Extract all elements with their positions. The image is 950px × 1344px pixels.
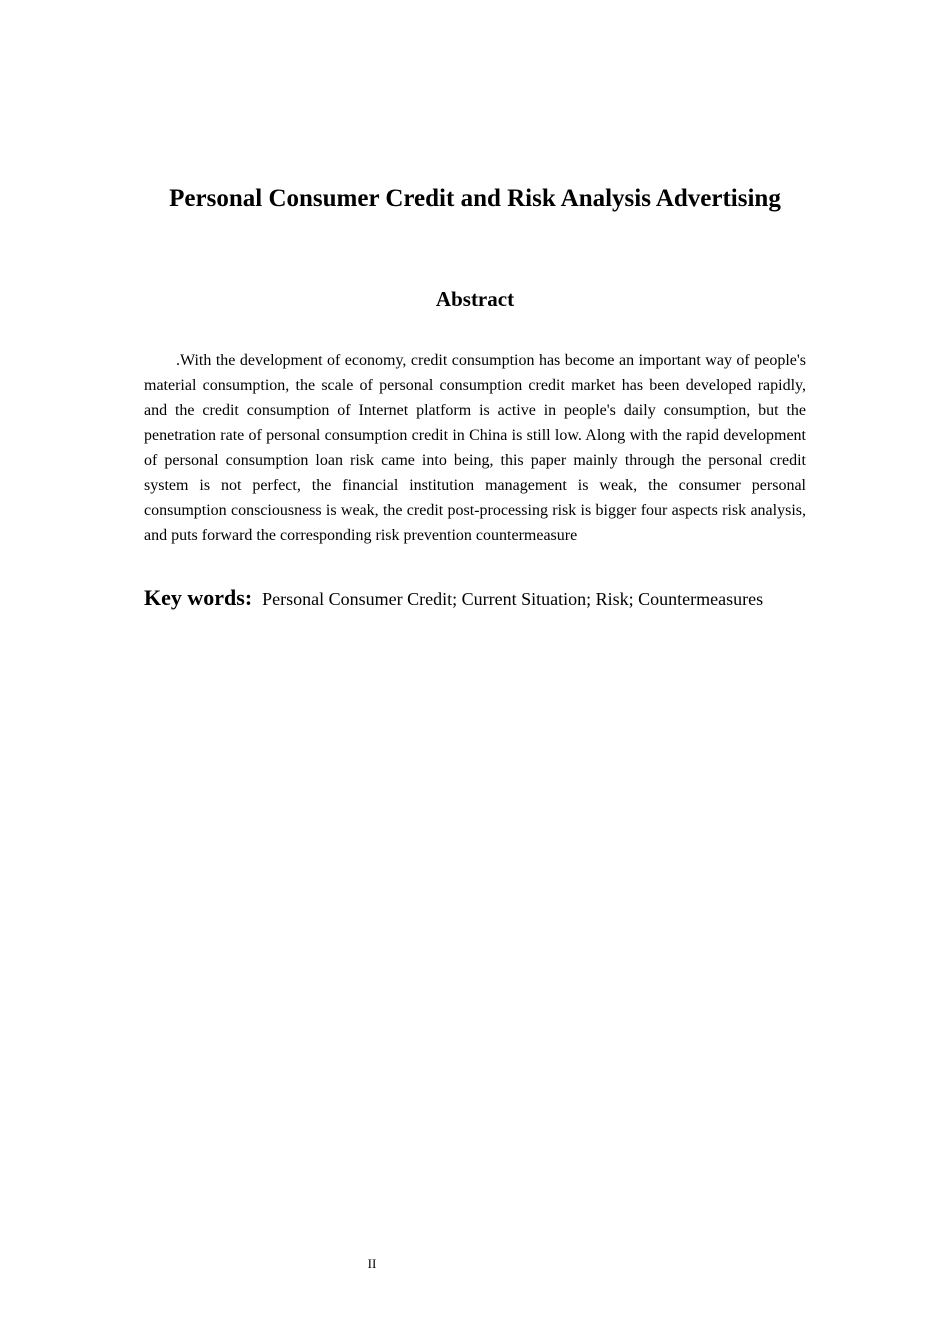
paper-title: Personal Consumer Credit and Risk Analysis Advertising	[169, 185, 781, 212]
keywords-label: Key words:	[144, 585, 253, 610]
keywords-line	[144, 583, 844, 616]
page-number: II	[367, 1256, 377, 1271]
keywords-value: Personal Consumer Credit; Current Situation; Risk; Countermeasures	[262, 589, 764, 609]
abstract-paragraph: .With the development of economy, credit consumption has become an important way of people's material consumption, the scale of personal consumption credit market has been developed rapidly, and the credit consumption of Internet platform is active in people's daily consumption, but the penetration rate of personal consumption credit in China is still low. Along with the rapid development of personal consumption loan risk came into being, this paper mainly through the personal credit system is not perfect, the financial institution management is weak, the consumer personal consumption consciousness is weak, the credit post-processing risk is bigger four aspects risk analysis, and puts forward the corresponding risk prevention countermeasure	[144, 352, 806, 544]
abstract-heading: Abstract	[435, 287, 515, 311]
